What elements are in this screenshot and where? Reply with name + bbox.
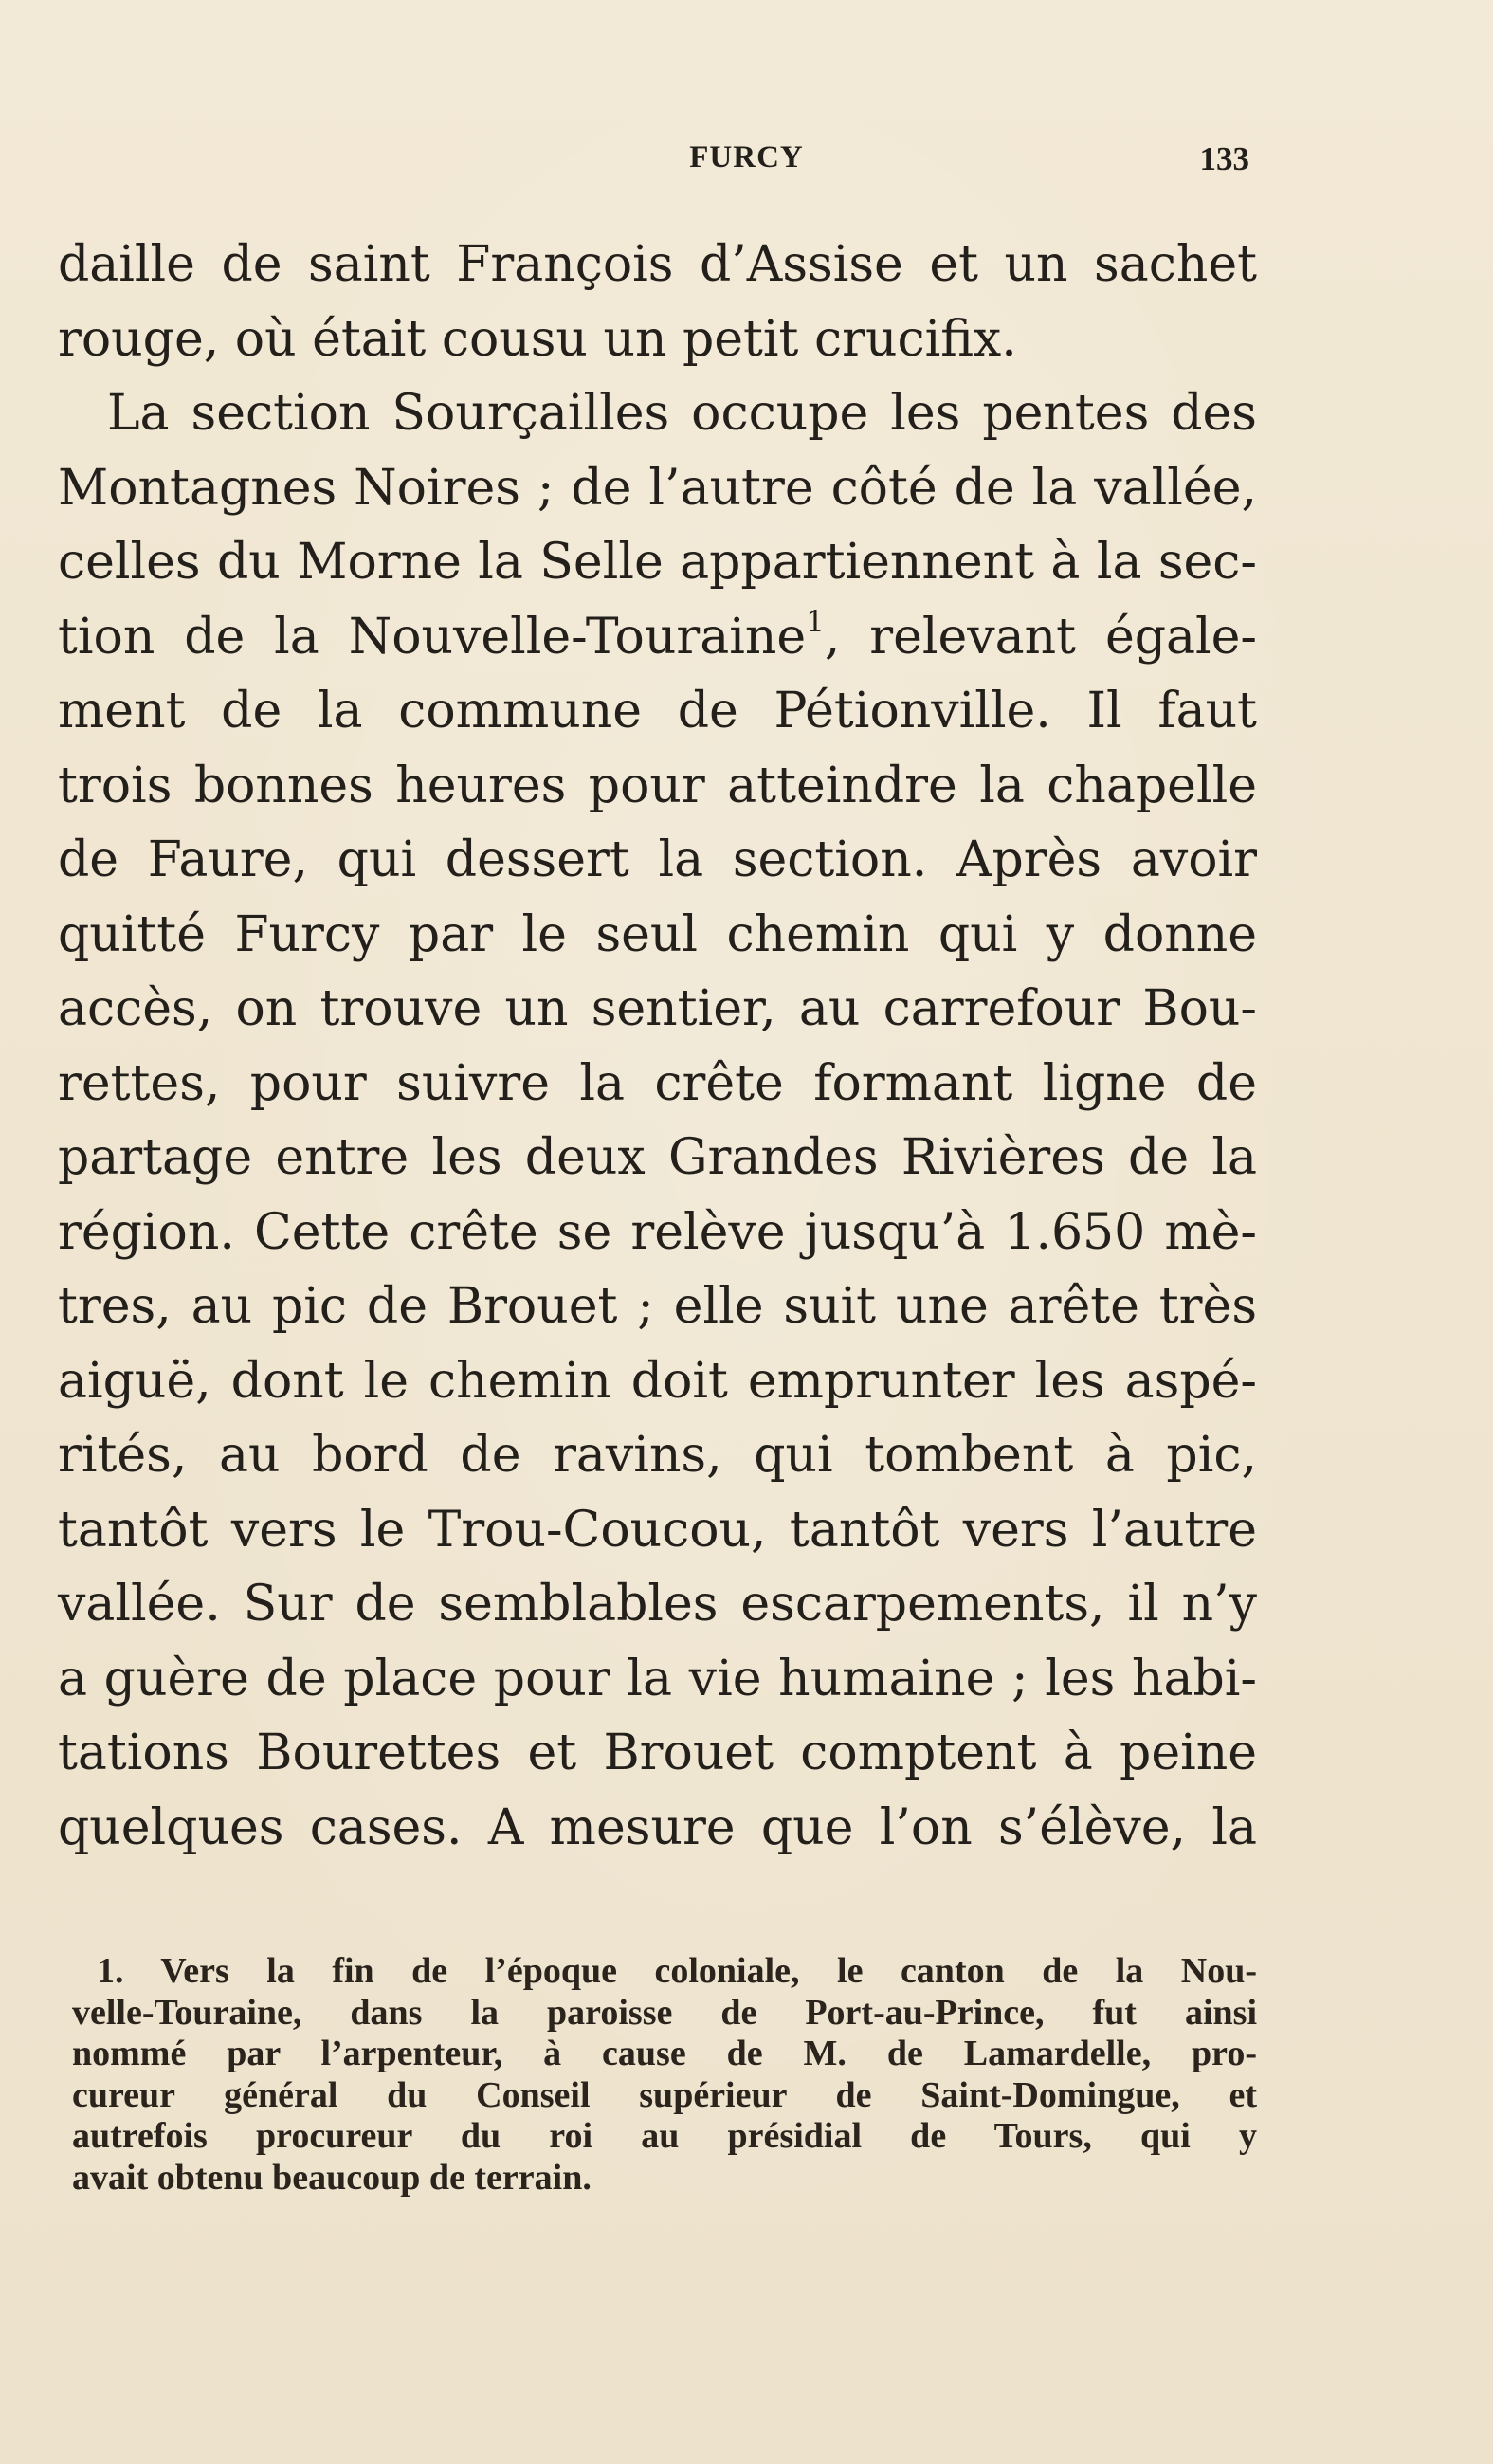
footnote-line: autrefois procureur du roi au présidial de Tours, qui y [72,2116,1257,2156]
text-segment: tion de la Nouvelle-Touraine [58,608,807,666]
body-text [58,228,1257,1865]
text-line: rouge, où était cousu un petit crucifix. [58,310,1017,368]
text-line-with-footnote-ref [58,600,1257,675]
text-line: aiguë, dont le chemin doit emprunter les aspé- [58,1352,1257,1410]
text-line: vallée. Sur de semblables escarpements, il n’y [58,1576,1257,1633]
text-line: celles du Morne la Selle appartiennent à la sec- [58,534,1257,591]
text-line: tations Bourettes et Brouet comptent à peine [58,1725,1257,1781]
footnote-line: velle-Touraine, dans la paroisse de Port-au-Prince, fut ainsi [72,1992,1257,2033]
text-line: tantôt vers le Trou-Coucou, tantôt vers l’autre [58,1501,1257,1559]
text-line: a guère de place pour la vie humaine ; les habi- [58,1650,1257,1707]
text-line: quitté Furcy par le seul chemin qui y donne [58,905,1257,963]
text-line: quelques cases. A mesure que l’on s’élève, la [58,1798,1257,1856]
text-segment: , relevant égale- [824,608,1257,666]
text-line: accès, on trouve un sentier, au carrefour Bou- [58,980,1257,1037]
text-line: daille de saint François d’Assise et un sachet [58,236,1257,293]
footnote-line: avait obtenu beaucoup de terrain. [72,2157,592,2198]
running-title: FURCY [689,140,804,174]
text-line: rités, au bord de ravins, qui tombent à pic, [58,1427,1257,1484]
text-line: La section Sourçailles occupe les pentes des [107,385,1257,442]
text-line: région. Cette crête se relève jusqu’à 1.650 mè- [58,1203,1257,1261]
footnote-line: nommé par l’arpenteur, à cause de M. de Lamardelle, pro- [72,2034,1257,2073]
text-line: tres, au pic de Brouet ; elle suit une arête très [58,1278,1257,1335]
text-line: de Faure, qui dessert la section. Après avoir [58,831,1257,888]
text-line: Montagnes Noires ; de l’autre côté de la vallée, [58,459,1257,517]
footnote-reference: 1 [806,604,825,639]
text-line: partage entre les deux Grandes Rivières de la [58,1129,1257,1186]
footnote-line: cureur général du Conseil supérieur de Saint-Domingue, et [72,2074,1257,2115]
running-head [0,140,1493,186]
text-line: trois bonnes heures pour atteindre la chapelle [58,757,1257,814]
text-line: rettes, pour suivre la crête formant ligne de [58,1054,1257,1112]
footnote-line: 1. Vers la fin de l’époque coloniale, le canton de la Nou- [97,1951,1257,1991]
page-number: 133 [1199,140,1249,177]
text-line: ment de la commune de Pétionville. Il faut [58,683,1257,739]
footnotes [72,1951,1257,2199]
